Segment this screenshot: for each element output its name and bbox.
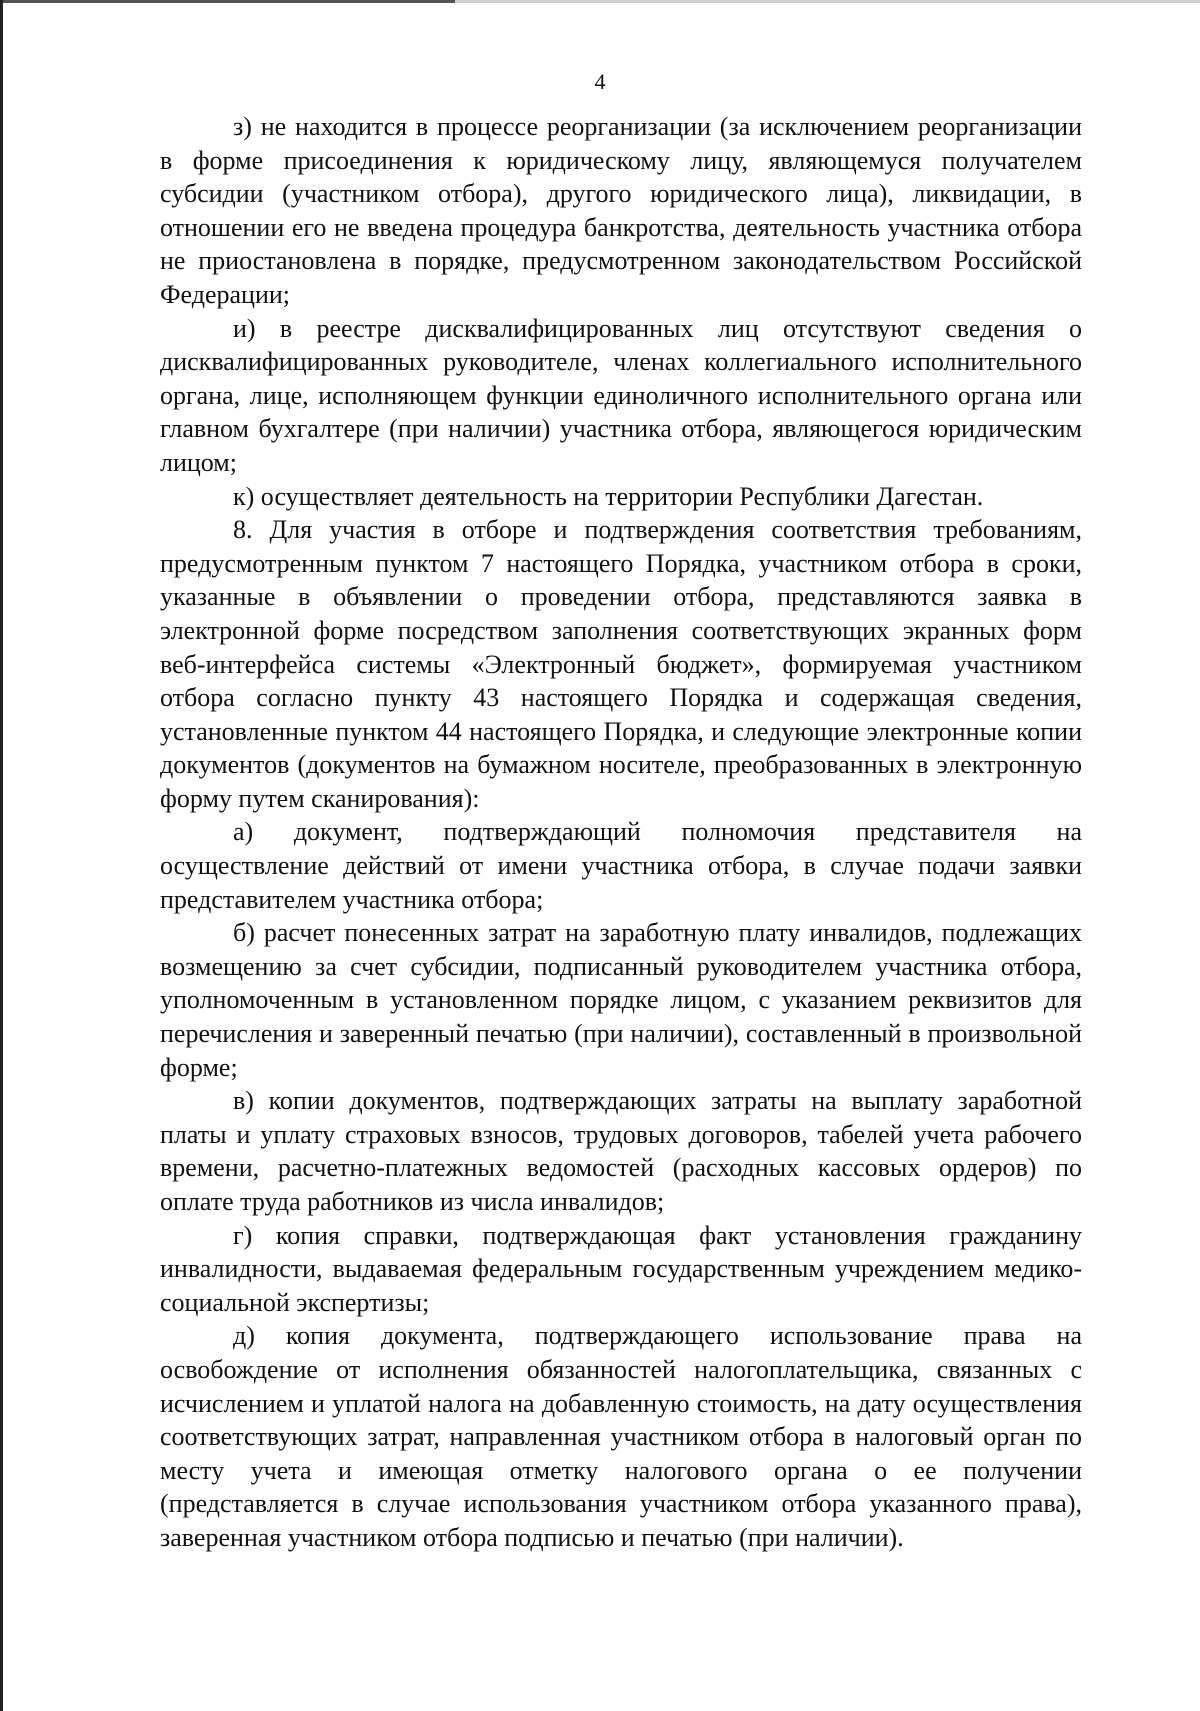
paragraph-b-cost-calculation: б) расчет понесенных затрат на заработную плату инвалидов, подлежащих возмещению за счет субсидии, подписанный руководителем участника отбора, уполномоченным в установленном порядке лицом, с указанием реквизитов для перечисления и заверенный печатью (при наличии), составленный в произвольной форме; <box>160 918 1082 1082</box>
scan-top-edge <box>0 0 1200 3</box>
scan-left-edge <box>0 0 3 1711</box>
paragraph-g-disability-certificate: г) копия справки, подтверждающая факт установления гражданину инвалидности, выдаваемая федеральным государственным учреждением медико-социальной экспертизы; <box>160 1220 1082 1317</box>
paragraph-i-disqualified-persons: и) в реестре дисквалифицированных лиц отсутствуют сведения о дисквалифицированных руководителе, членах коллегиального исполнительного органа, лице, исполняющем функции единоличного исполнительного органа или главном бухгалтере (при наличии) участника отбора, являющегося юридическим лицом; <box>160 313 1082 477</box>
paragraph-z-reorganization: з) не находится в процессе реорганизации (за исключением реорганизации в форме присоединения к юридическому лицу, являющемуся получателем субсидии (участником отбора), другого юридического лица), ликвидации, в отношении его не введена процедура банкротства, деятельность участника отбора не приостановлена в порядке, предусмотренном законодательством Российской Федерации; <box>160 112 1082 309</box>
page-number: 4 <box>594 69 606 94</box>
document-body <box>160 110 1082 1555</box>
paragraph-k-territory: к) осуществляет деятельность на территории Республики Дагестан. <box>233 481 984 511</box>
paragraph-a-authority-document: а) документ, подтверждающий полномочия представителя на осуществление действий от имени участника отбора, в случае подачи заявки представителем участника отбора; <box>160 817 1082 914</box>
paragraph-8-application: 8. Для участия в отборе и подтверждения соответствия требованиям, предусмотренным пунктом 7 настоящего Порядка, участником отбора в сроки, указанные в объявлении о проведении отбора, представляются заявка в электронной форме посредством заполнения соответствующих экранных форм веб-интерфейса системы «Электронный бюджет», формируемая участником отбора согласно пункту 43 настоящего Порядка и содержащая сведения, установленные пунктом 44 настоящего Порядка, и следующие электронные копии документов (документов на бумажном носителе, преобразованных в электронную форму путем сканирования): <box>160 515 1082 813</box>
paragraph-v-payroll-copies: в) копии документов, подтверждающих затраты на выплату заработной платы и уплату страховых взносов, трудовых договоров, табелей учета рабочего времени, расчетно-платежных ведомостей (расходных кассовых ордеров) по оплате труда работников из числа инвалидов; <box>160 1086 1082 1216</box>
paragraph-d-tax-exemption: д) копия документа, подтверждающего использование права на освобождение от исполнения обязанностей налогоплательщика, связанных с исчислением и уплатой налога на добавленную стоимость, на дату осуществления соответствующих затрат, направленная участником отбора в налоговый орган по месту учета и имеющая отметку налогового органа о ее получении (представляется в случае использования участником отбора указанного права), заверенная участником отбора подписью и печатью (при наличии). <box>160 1321 1082 1552</box>
